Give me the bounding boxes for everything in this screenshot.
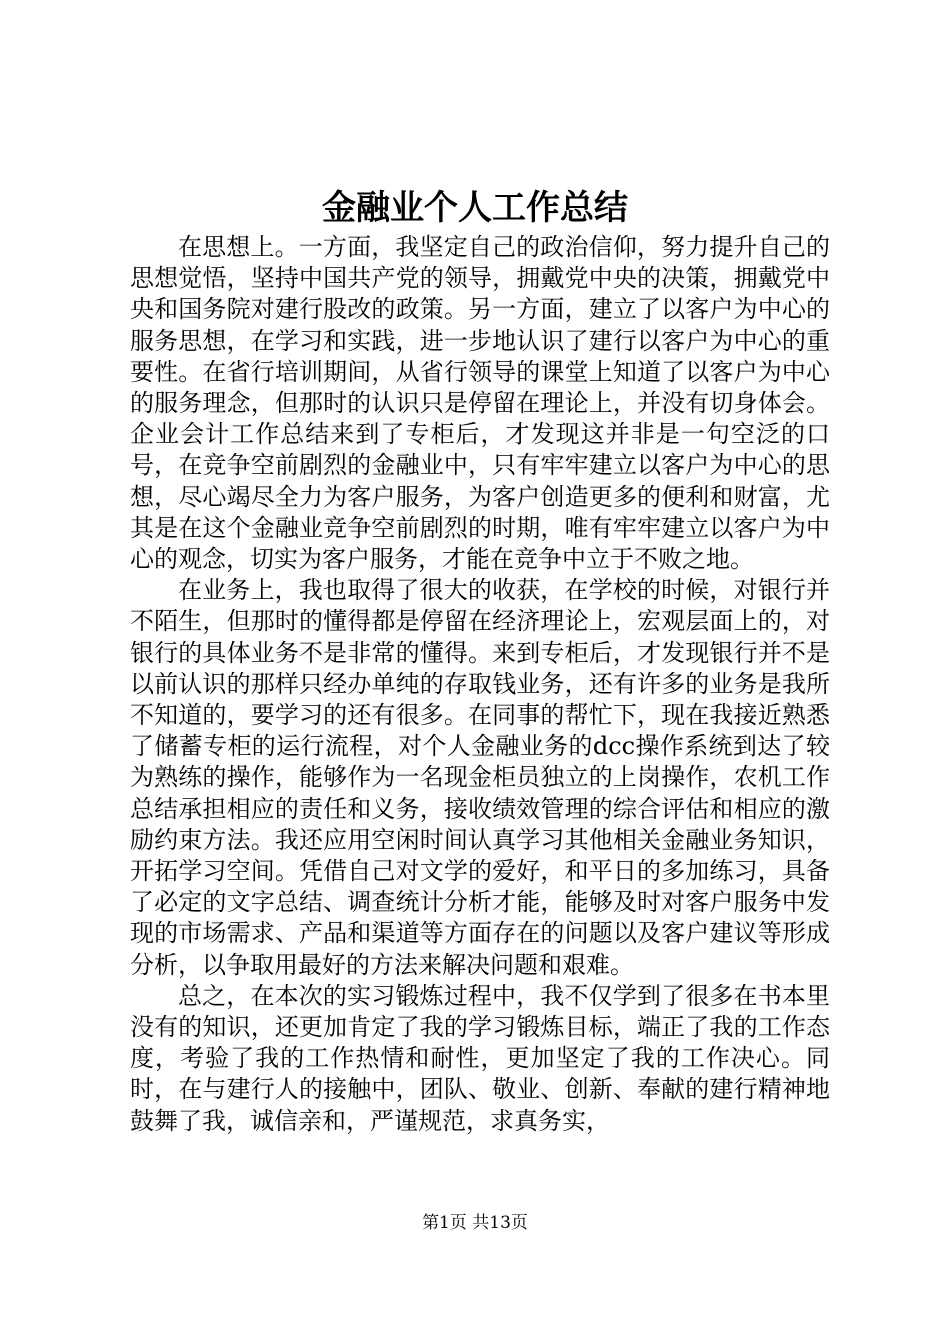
page-footer: 第1页 共13页 (422, 1213, 528, 1233)
document-title: 金融业个人工作总结 (322, 188, 628, 228)
paragraph-thought: 在思想上。一方面，我坚定自己的政治信仰，努力提升自己的思想觉悟，坚持中国共产党的领导，拥戴党中央的决策，拥戴党中央和国务院对建行股改的政策。另一方面，建立了以客户为中心的服务思想，在学习和实践，进一步地认识了建行以客户为中心的重要性。在省行培训期间，从省行领导的课堂上知道了以客户为中心的服务理念，但那时的认识只是停留在理论上，并没有切身体会。企业会计工作总结来到了专柜后，才发现这并非是一句空泛的口号，在竞争空前剧烈的金融业中，只有牢牢建立以客户为中心的思想，尽心竭尽全力为客户服务，为客户创造更多的便利和财富，尤其是在这个金融业竞争空前剧烈的时期，唯有牢牢建立以客户为中心的观念，切实为客户服务，才能在竞争中立于不败之地。 (130, 233, 830, 574)
paragraph-business: 在业务上，我也取得了很大的收获，在学校的时候，对银行并不陌生，但那时的懂得都是停留在经济理论上，宏观层面上的，对银行的具体业务不是非常的懂得。来到专柜后，才发现银行并不是以前认识的那样只经办单纯的存取钱业务，还有许多的业务是我所不知道的，要学习的还有很多。在同事的帮忙下，现在我接近熟悉了储蓄专柜的运行流程，对个人金融业务的dcc操作系统到达了较为熟练的操作，能够作为一名现金柜员独立的上岗操作，农机工作总结承担相应的责任和义务，接收绩效管理的综合评估和相应的激励约束方法。我还应用空闲时间认真学习其他相关金融业务知识，开拓学习空间。凭借自己对文学的爱好，和平日的多加练习，具备了必定的文字总结、调查统计分析才能，能够及时对客户服务中发现的市场需求、产品和渠道等方面存在的问题以及客户建议等形成分析，以争取用最好的方法来解决问题和艰难。 (130, 576, 830, 979)
paragraph-summary: 总之，在本次的实习锻炼过程中，我不仅学到了很多在书本里没有的知识，还更加肯定了我的学习锻炼目标，端正了我的工作态度，考验了我的工作热情和耐性，更加坚定了我的工作决心。同时，在与建行人的接触中，团队、敬业、创新、奉献的建行精神地鼓舞了我，诚信亲和，严谨规范，求真务实， (130, 981, 830, 1135)
document-body (130, 232, 830, 1137)
